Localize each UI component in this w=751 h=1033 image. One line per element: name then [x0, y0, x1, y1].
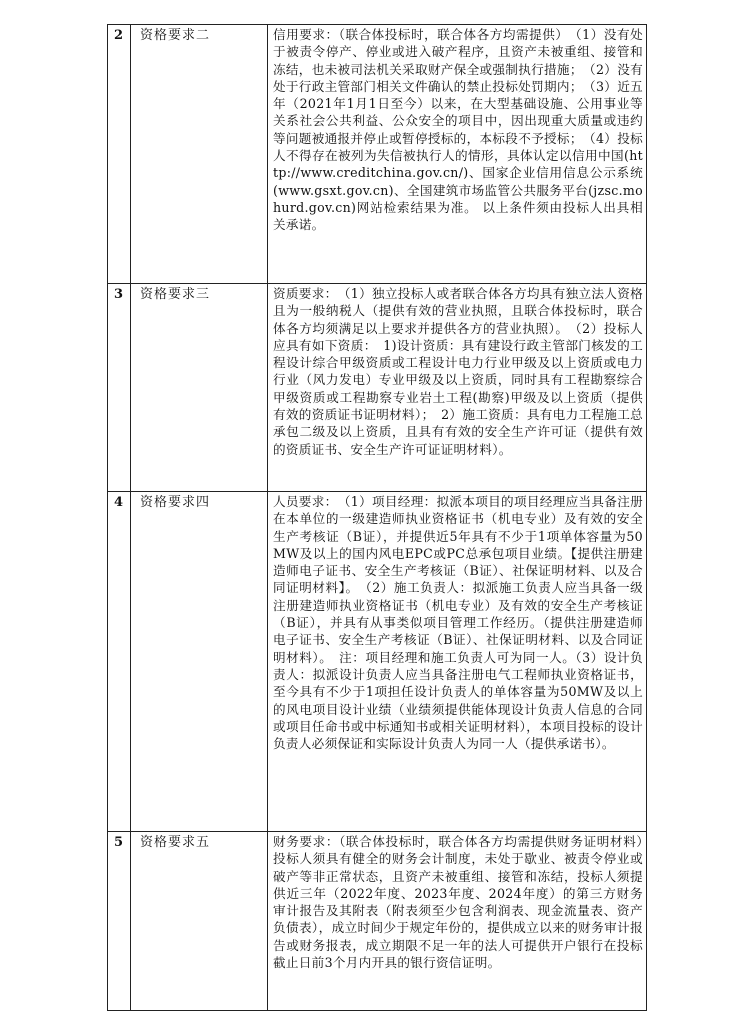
table-row	[108, 492, 647, 832]
row-number: 3	[108, 284, 131, 492]
requirement-name: 资格要求二	[131, 25, 268, 284]
requirement-content: 信用要求：（联合体投标时，联合体各方均需提供） （1）没有处于被责令停产、停业或进入破产程序，且资产未被重组、接管和冻结，也未被司法机关采取财产保全或强制执行措施； （2）没有处于行政主管部门相关文件确认的禁止投标处罚期内； （3）近五年（2021年1月1日至今）以来，在大型基础设施、公用事业等关系社会公共利益、公众安全的项目中，因出现重大质量或违约等问题被通报并停止或暂停授标的，本标段不予授标； （4）投标人不得存在被列为失信被执行人的情形，具体认定以信用中国(http://www.creditchina.gov.cn/)、国家企业信用信息公示系统(www.gsxt.gov.cn)、全国建筑市场监管公共服务平台(jzsc.mohurd.gov.cn)网站检索结果为准。 以上条件须由投标人出具相关承诺。	[268, 25, 647, 284]
requirement-content: 财务要求：（联合体投标时，联合体各方均需提供财务证明材料） 投标人须具有健全的财务会计制度，未处于歇业、被责令停业或破产等非正常状态，且资产未被重组、接管和冻结，投标人须提供近三年（2022年度、2023年度、2024年度）的第三方财务审计报告及其附表（附表须至少包含利润表、现金流量表、资产负债表），成立时间少于规定年份的，提供成立以来的财务审计报告或财务报表，成立期限不足一年的法人可提供开户银行在投标截止日前3个月内开具的银行资信证明。	[268, 832, 647, 1011]
requirement-content: 人员要求： （1）项目经理：拟派本项目的项目经理应当具备注册在本单位的一级建造师执业资格证书（机电专业）及有效的安全生产考核证（B证），并提供近5年具有不少于1项单体容量为50MW及以上的国内风电EPC或PC总承包项目业绩。【提供注册建造师电子证书、安全生产考核证（B证）、社保证明材料、以及合同证明材料】。 （2）施工负责人：拟派施工负责人应当具备一级注册建造师执业资格证书（机电专业）及有效的安全生产考核证（B证），并具有从事类似项目管理工作经历。（提供注册建造师电子证书、安全生产考核证（B证）、社保证明材料、以及合同证明材料）。 注：项目经理和施工负责人可为同一人。（3）设计负责人：拟派设计负责人应当具备注册电气工程师执业资格证书，至今具有不少于1项担任设计负责人的单体容量为50MW及以上的风电项目设计业绩（业绩须提供能体现设计负责人信息的合同或项目任命书或中标通知书或相关证明材料），本项目投标的设计负责人必须保证和实际设计负责人为同一人（提供承诺书）。	[268, 492, 647, 832]
row-number: 2	[108, 25, 131, 284]
row-number: 5	[108, 832, 131, 1011]
requirement-name: 资格要求五	[131, 832, 268, 1011]
requirement-content: 资质要求： （1）独立投标人或者联合体各方均具有独立法人资格且为一般纳税人（提供有效的营业执照，且联合体投标时，联合体各方均须满足以上要求并提供各方的营业执照）。 （2）投标人应具有如下资质： 1)设计资质：具有建设行政主管部门核发的工程设计综合甲级资质或工程设计电力行业甲级及以上资质或电力行业（风力发电）专业甲级及以上资质，同时具有工程勘察综合甲级资质或工程勘察专业岩土工程(勘察)甲级及以上资质（提供有效的资质证书证明材料）； 2）施工资质：具有电力工程施工总承包二级及以上资质，且具有有效的安全生产许可证（提供有效的资质证书、安全生产许可证证明材料）。	[268, 284, 647, 492]
requirement-name: 资格要求三	[131, 284, 268, 492]
requirement-name: 资格要求四	[131, 492, 268, 832]
qualification-requirements-table	[107, 24, 656, 1011]
table-row	[108, 832, 647, 1011]
table-row	[108, 284, 647, 492]
table-row	[108, 25, 647, 284]
row-number: 4	[108, 492, 131, 832]
